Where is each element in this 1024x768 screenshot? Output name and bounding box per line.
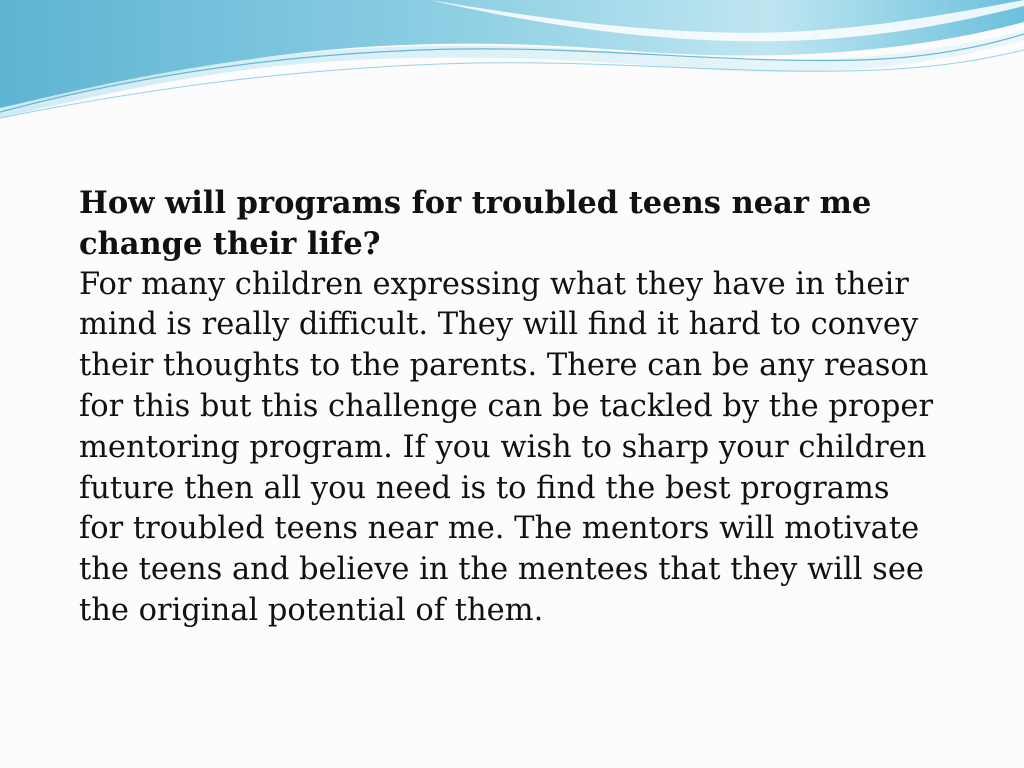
slide-body-text: For many children expressing what they have in their mind is really difficult. They will find it hard to convey their thoughts to the parents. There can be any reason for this but this challenge can be tackled by the proper mentoring program. If you wish to sharp your children future then all you need is to find the best programs for troubled teens near me. The mentors will motivate the teens and believe in the mentees that they will see the original potential of them. <box>79 266 934 628</box>
slide-content <box>79 183 939 632</box>
slide-heading: How will programs for troubled teens near me change their life? <box>79 185 872 262</box>
header-wave-decoration <box>0 0 1024 130</box>
